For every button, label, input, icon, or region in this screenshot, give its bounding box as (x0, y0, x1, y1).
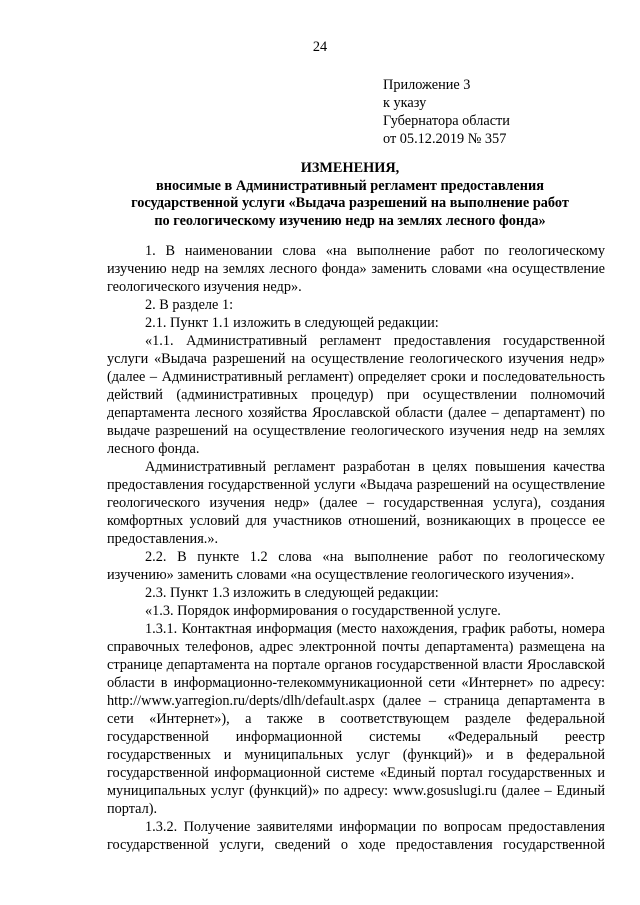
document-body (107, 242, 605, 854)
title-line: вносимые в Административный регламент предоставления (156, 177, 544, 194)
paragraph: 2.3. Пункт 1.3 изложить в следующей редакции: (145, 585, 439, 601)
document-title (100, 160, 600, 230)
appendix-line: от 05.12.2019 № 357 (383, 131, 507, 147)
paragraph: «1.3. Порядок информирования о государственной услуге. (145, 603, 501, 619)
page-number: 24 (312, 39, 328, 55)
appendix-line: Приложение 3 (383, 77, 471, 93)
paragraph: «1.1. Административный регламент предоставления государственной услуги «Выдача разрешений на осуществление геологического изучения недр» (далее – Административный регламент) определяет сроки и последовательность действий (административных процедур) при осуществлении полномочий департамента лесного хозяйства Ярославской области (далее – департамент) по выдаче разрешений на осуществление геологического изучения недр на землях лесного фонда. (107, 333, 605, 457)
title-heading: ИЗМЕНЕНИЯ, (300, 160, 400, 176)
title-line: по геологическому изучению недр на землях лесного фонда» (154, 212, 546, 229)
paragraph: Административный регламент разработан в целях повышения качества предоставления государственной услуги «Выдача разрешений на осуществление геологического изучения недр» (далее – государственная услуга), создания комфортных условий для участников отношений, возникающих в процессе ее предоставления.». (107, 459, 605, 547)
title-line: государственной услуги «Выдача разрешений на выполнение работ (131, 195, 569, 211)
paragraph: 1. В наименовании слова «на выполнение работ по геологическому изучению недр на землях лесного фонда» заменить словами «на осуществление геологического изучения недр». (107, 243, 605, 295)
appendix-line: Губернатора области (383, 113, 510, 129)
paragraph: 2.2. В пункте 1.2 слова «на выполнение работ по геологическому изучению» заменить словами «на осуществление геологического изучения». (107, 549, 605, 583)
appendix-header (383, 76, 510, 148)
appendix-line: к указу (383, 95, 427, 111)
paragraph: 1.3.2. Получение заявителями информации по вопросам предоставления государственной услуги, сведений о ходе предоставления государственной (107, 819, 605, 853)
paragraph: 2.1. Пункт 1.1 изложить в следующей редакции: (145, 315, 439, 331)
paragraph: 2. В разделе 1: (145, 297, 234, 313)
paragraph: 1.3.1. Контактная информация (место нахождения, график работы, номера справочных телефонов, адрес электронной почты департамента) размещена на странице департамента на портале органов государственной власти Ярославской области в информационно-телекоммуникационной сети «Интернет» по адресу: http://www.yarregion.ru/depts/dlh/default.aspx (далее – страница департамента в сети «Интернет»), а также в соответствующем разделе федеральной государственной информационной системы «Федеральный реестр государственных и муниципальных услуг (функций)» и в федеральной государственной информационной системе «Единый портал государственных и муниципальных услуг (функций)» по адресу: www.gosuslugi.ru (далее – Единый портал). (107, 621, 605, 817)
